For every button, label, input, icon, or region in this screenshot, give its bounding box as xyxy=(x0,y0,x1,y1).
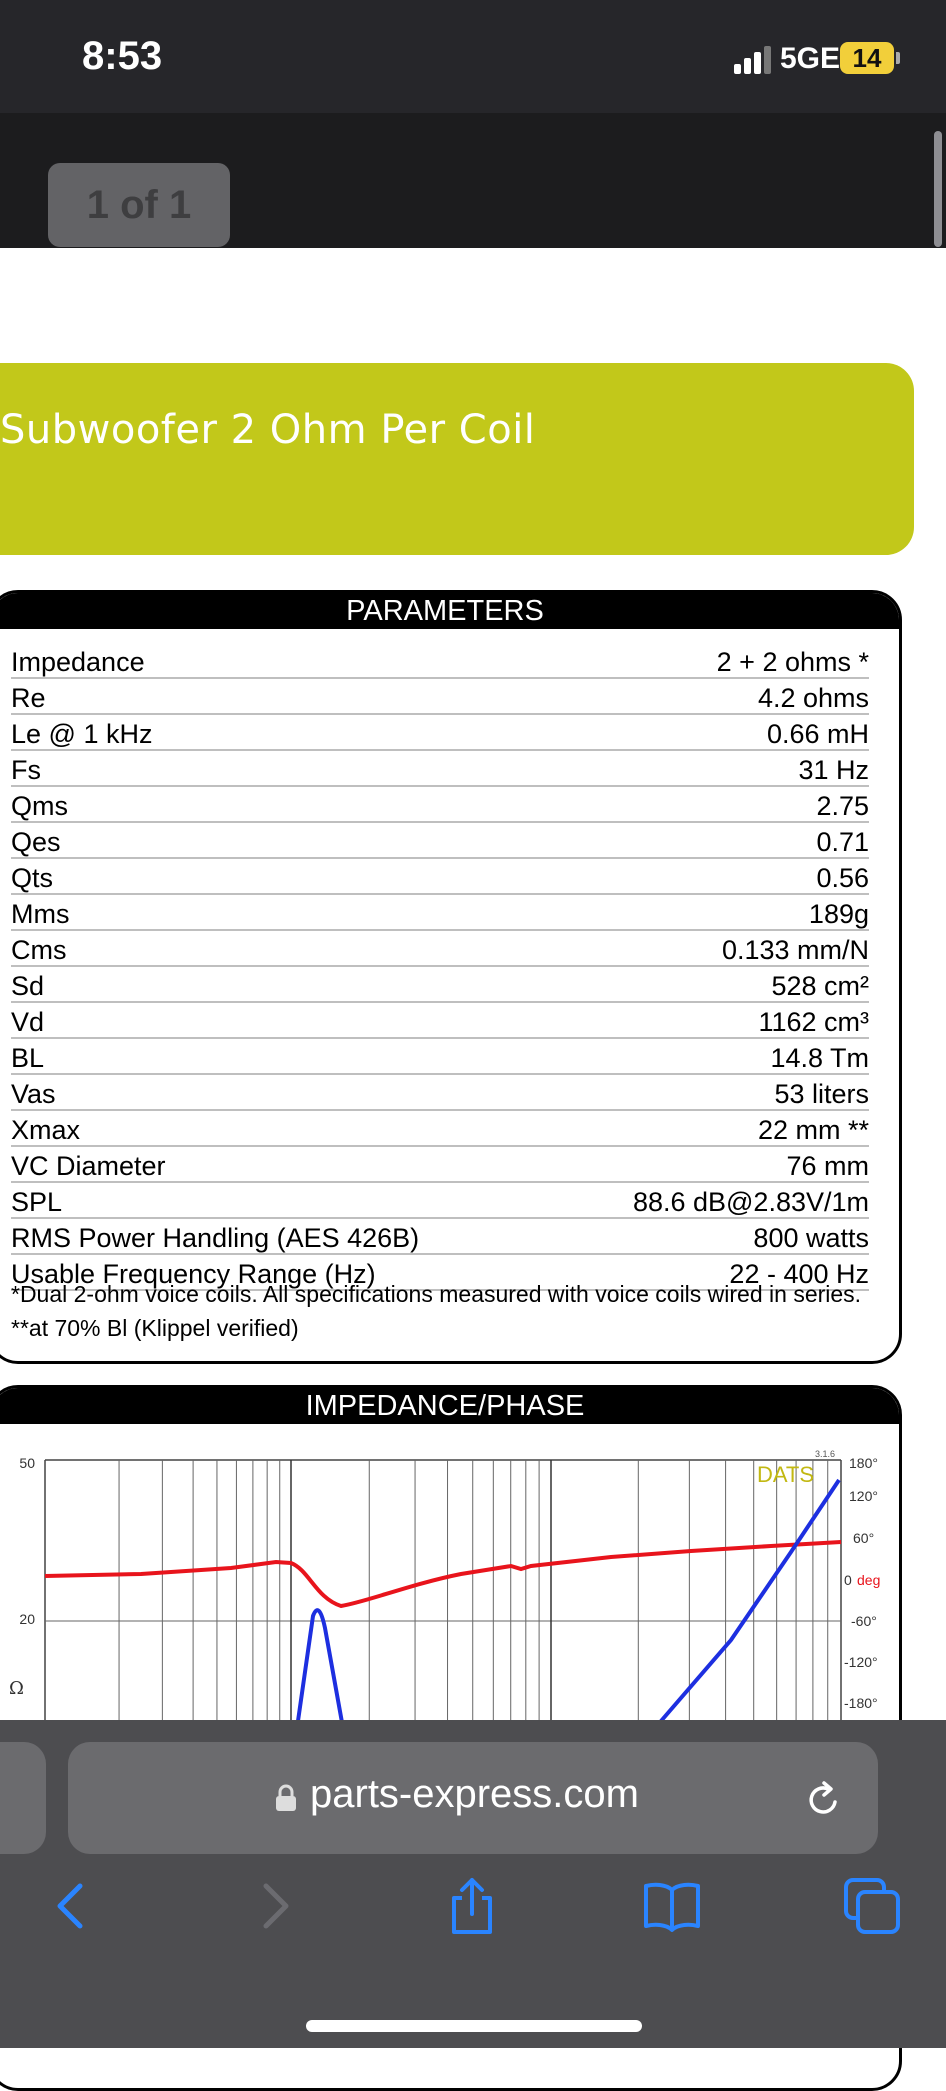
parameter-value: 0.133 mm/N xyxy=(721,935,869,965)
parameter-value: 76 mm xyxy=(786,1151,869,1181)
forward-icon[interactable] xyxy=(244,1876,304,1936)
battery-icon xyxy=(840,42,894,74)
parameter-value: 0.71 xyxy=(816,827,869,857)
parameter-value: 0.66 mH xyxy=(766,719,869,749)
parameter-row xyxy=(11,679,869,715)
left-axis-unit: Ω xyxy=(9,1678,24,1699)
parameter-value: 22 mm ** xyxy=(757,1115,869,1145)
parameter-value: 1162 cm³ xyxy=(758,1007,869,1037)
dats-version: 3.1.6 xyxy=(815,1449,836,1459)
parameter-value: 14.8 Tm xyxy=(770,1043,869,1073)
parameters-panel xyxy=(0,590,902,1364)
parameter-row xyxy=(11,1003,869,1039)
previous-tab-preview[interactable] xyxy=(0,1742,46,1854)
parameter-value: 22 - 400 Hz xyxy=(729,1259,869,1289)
share-icon[interactable] xyxy=(442,1876,502,1936)
battery-tip xyxy=(896,52,900,64)
network-label: 5GE xyxy=(780,42,841,75)
parameter-label: Vd xyxy=(11,1007,45,1037)
left-tick-50: 50 xyxy=(19,1455,35,1471)
parameter-value: 31 Hz xyxy=(798,755,869,785)
parameter-label: Mms xyxy=(11,899,70,929)
phase-curve-segment xyxy=(297,1610,343,1728)
right-tick-180: 180° xyxy=(849,1455,878,1471)
right-tick-neg120: -120° xyxy=(844,1654,878,1670)
right-tick-neg60: -60° xyxy=(851,1613,877,1629)
parameter-value: 0.56 xyxy=(816,863,869,893)
parameter-label: Qts xyxy=(11,863,54,893)
phase-curve-segment xyxy=(655,1480,839,1728)
parameter-value: 53 liters xyxy=(774,1079,869,1109)
parameter-row xyxy=(11,931,869,967)
parameter-row xyxy=(11,1147,869,1183)
parameter-label: Usable Frequency Range (Hz) xyxy=(11,1259,376,1289)
parameter-row xyxy=(11,859,869,895)
left-tick-20: 20 xyxy=(19,1611,35,1627)
dats-logo: DATS xyxy=(757,1462,815,1487)
parameter-label: Le @ 1 kHz xyxy=(11,719,153,749)
parameter-row xyxy=(11,967,869,1003)
right-tick-deg: deg xyxy=(857,1572,881,1588)
note-series: *Dual 2-ohm voice coils. All specifications measured with voice coils wired in series. xyxy=(11,1281,862,1307)
parameter-row xyxy=(11,823,869,859)
parameter-label: VC Diameter xyxy=(11,1151,166,1181)
impedance-curve xyxy=(45,1542,841,1606)
parameter-value: 2 + 2 ohms * xyxy=(716,647,869,677)
tabs-icon[interactable] xyxy=(842,1876,902,1936)
address-bar[interactable] xyxy=(68,1742,878,1854)
parameter-value: 528 cm² xyxy=(771,971,869,1001)
right-tick-120: 120° xyxy=(849,1488,878,1504)
parameter-row xyxy=(11,1039,869,1075)
parameter-value: 88.6 dB@2.83V/1m xyxy=(632,1187,869,1217)
impedance-header: IMPEDANCE/PHASE xyxy=(0,1388,899,1424)
parameter-label: Re xyxy=(11,683,46,713)
url-text: parts-express.com xyxy=(310,1772,639,1816)
clock: 8:53 xyxy=(82,34,163,78)
parameter-row xyxy=(11,751,869,787)
parameters-header: PARAMETERS xyxy=(0,593,899,629)
product-title: Subwoofer 2 Ohm Per Coil xyxy=(0,407,536,453)
back-icon[interactable] xyxy=(42,1876,102,1936)
bookmarks-icon[interactable] xyxy=(642,1876,702,1936)
parameter-label: SPL xyxy=(11,1187,63,1217)
parameter-row xyxy=(11,1111,869,1147)
parameter-label: Qes xyxy=(11,827,61,857)
parameter-label: Vas xyxy=(11,1079,56,1109)
parameter-value: 189g xyxy=(808,899,869,929)
parameter-row xyxy=(11,895,869,931)
status-bar xyxy=(0,0,946,113)
parameter-row xyxy=(11,1219,869,1255)
scrollbar[interactable] xyxy=(934,131,942,247)
parameter-row xyxy=(11,715,869,751)
parameter-label: BL xyxy=(11,1043,45,1073)
parameter-label: Cms xyxy=(11,935,67,965)
right-tick-0: 0 xyxy=(844,1572,852,1588)
parameter-value: 4.2 ohms xyxy=(757,683,869,713)
note-xmax: **at 70% Bl (Klippel verified) xyxy=(11,1315,299,1341)
parameter-label: Xmax xyxy=(11,1115,81,1145)
parameter-label: Impedance xyxy=(11,647,145,677)
battery-level: 14 xyxy=(852,43,882,73)
parameter-row xyxy=(11,643,869,679)
lock-icon xyxy=(274,1784,298,1812)
parameter-row xyxy=(11,787,869,823)
product-banner xyxy=(0,363,914,555)
reload-icon[interactable] xyxy=(804,1780,844,1820)
signal-icon xyxy=(734,44,774,74)
parameter-row xyxy=(11,1075,869,1111)
right-tick-60: 60° xyxy=(853,1530,875,1546)
parameter-label: Qms xyxy=(11,791,68,821)
home-indicator xyxy=(306,2020,642,2032)
browser-toolbar xyxy=(0,1720,946,2048)
parameter-label: Sd xyxy=(11,971,45,1001)
parameter-label: Fs xyxy=(11,755,41,785)
parameters-notes xyxy=(11,1277,891,1345)
parameter-value: 800 watts xyxy=(753,1223,869,1253)
parameter-value: 2.75 xyxy=(816,791,869,821)
pdf-viewer-toolbar xyxy=(0,113,946,248)
parameter-row xyxy=(11,1183,869,1219)
parameter-label: RMS Power Handling (AES 426B) xyxy=(11,1223,420,1253)
page-indicator: 1 of 1 xyxy=(48,163,230,247)
parameters-table xyxy=(11,643,869,1291)
right-tick-neg180: -180° xyxy=(844,1695,878,1711)
